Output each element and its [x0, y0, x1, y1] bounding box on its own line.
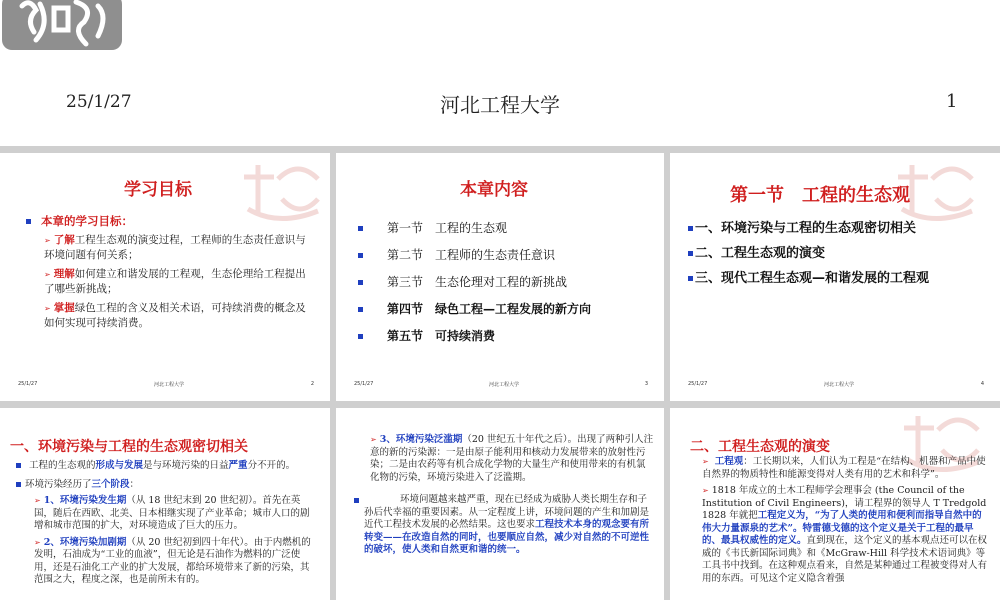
contents-item: 第二节 工程师的生态责任意识 [358, 246, 591, 273]
slide-title: 本章内容 [460, 180, 528, 200]
section-heading: 二、工程生态观的演变 [690, 439, 830, 455]
slide-school: 河北工程大学 [440, 93, 560, 117]
slide-date: 25/1/27 [66, 92, 132, 112]
section-heading: 一、环境污染与工程的生态观密切相关 [10, 439, 248, 455]
objective-item: ➢ 理解如何建立和谐发展的工程观，生态伦理给工程提出了哪些新挑战； [44, 268, 306, 295]
slide-3 [336, 153, 664, 401]
paragraph: 工程的生态观的形成与发展是与环境污染的日益严重分不开的。 [16, 460, 316, 473]
slide-5 [0, 408, 330, 600]
contents-item: 第三节 生态伦理对工程的新挑战 [358, 273, 591, 300]
slide-body [16, 460, 316, 587]
section-item: 一、环境污染与工程的生态观密切相关 [688, 217, 929, 242]
slide-4 [670, 153, 1000, 401]
paragraph: ➢ 1818 年成立的土木工程师学会理事会 (the Council of the Institution of Civil Engineers)，请工程界的领导人 T Tredgold 1828 年就把工程定义为，“为了人类的使用和便利而指导自然中的伟大力量源泉的艺术”。特雷德戈德的这个定义是关于工程的最早的、最具权威性的定义。直到现在，这个定义的基本观点还可以在权威的《韦氏新国际词典》和《McGraw-Hill 科学技术术语词典》等工具书中找到。在这种观点看来，自然是某种通过工程被变得对人有用的东西。可见这个定义隐含着强 [702, 485, 988, 584]
slide-title: 学习目标 [124, 180, 192, 200]
section-list [688, 217, 929, 292]
decorative-seal-icon [238, 159, 328, 229]
contents-list [358, 219, 591, 354]
slide-body [702, 456, 988, 585]
seal-logo [2, 0, 122, 50]
contents-item: 第四节 绿色工程—工程发展的新方向 [358, 300, 591, 327]
section-item: 三、现代工程生态观—和谐发展的工程观 [688, 267, 929, 292]
contents-item: 第一节 工程的生态观 [358, 219, 591, 246]
slide-page-number: 1 [946, 91, 958, 112]
paragraph: 环境污染经历了三个阶段： [16, 479, 316, 492]
paragraph: ➢ 工程观：工长期以来，人们认为工程是“在结构、机器和产品中使自然界的物质特性和能源变得对人类有用的艺术和科学”。 [702, 456, 986, 480]
slide-7 [670, 408, 1000, 600]
stage-item: ➢ 2、环境污染加剧期（从 20 世纪初到四十年代）。由于内燃机的发明，石油成为“工业的血液”，但无论是石油作为燃料的广泛使用，还是石油化工产业的扩大发展，都给环境带来了新的污染，其范围之大，程度之深，也是前所未有的。 [34, 536, 311, 585]
objective-item: ➢ 了解工程生态观的演变过程，工程师的生态责任意识与环境问题有何关系； [44, 234, 306, 261]
slide-footer: 25/1/27 河北工程大学 2 [18, 381, 314, 388]
slide-body [364, 434, 654, 557]
slide-6 [336, 408, 664, 600]
stage-item: ➢ 3、环境污染泛滥期（20 世纪五十年代之后）。出现了两种引人注意的新的污染源：一是由原子能利用和核动力发展带来的放射性污染；二是由农药等有机合成化学物的大量生产和使用带来的有机氯化物的污染，环境污染进入了泛滥期。 [370, 434, 654, 483]
slide-title: 第一节 工程的生态观 [730, 185, 910, 206]
objective-item: ➢ 掌握绿色工程的含义及相关术语，可持续消费的概念及如何实现可持续消费。 [44, 302, 306, 329]
slide-1 [0, 0, 1000, 146]
slide-footer: 25/1/27 河北工程大学 3 [354, 381, 648, 388]
section-item: 二、工程生态观的演变 [688, 242, 929, 267]
paragraph: 环境问题越来越严重，现在已经成为威胁人类长期生存和子孙后代幸福的重要因素。从一定程度上讲，环境问题的产生和加剧是近代工程技术发展的必然结果。这也要求工程技术本身的观念要有所转变——在改造自然的同时，也要顺应自然，减少对自然的不可逆性的破坏，使人类和自然更和谐的统一。 [364, 494, 654, 557]
slide-footer: 25/1/27 河北工程大学 4 [688, 381, 984, 388]
contents-item: 第五节 可持续消费 [358, 327, 591, 354]
objectives-list [44, 233, 314, 331]
slide-2 [0, 153, 330, 401]
stage-item: ➢ 1、环境污染发生期（从 18 世纪末到 20 世纪初）。首先在英国，随后在西欧、北美、日本相继实现了产业革命；城市人口的剧增和城市范围的扩大，对环境造成了巨大的压力。 [34, 495, 310, 531]
objectives-intro: 本章的学习目标： [26, 213, 133, 229]
